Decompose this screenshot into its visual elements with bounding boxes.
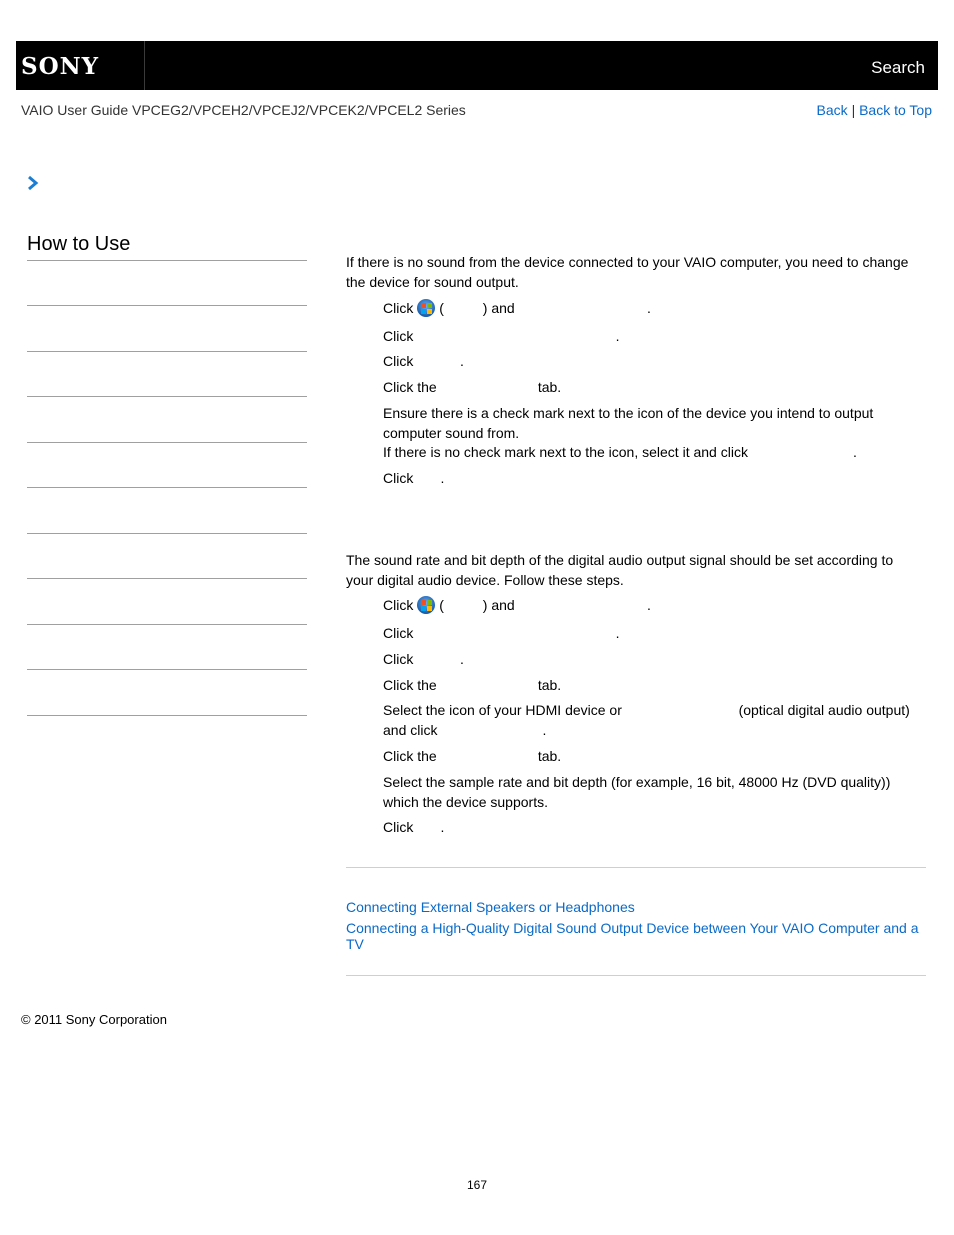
sidebar-divider [27, 624, 307, 625]
section1-step-1: Click ( ) and . [383, 300, 651, 316]
sidebar-divider [27, 669, 307, 670]
sidebar-divider [27, 715, 307, 716]
section1-step-4: Click the tab. [383, 379, 562, 395]
sidebar-divider [27, 305, 307, 306]
section2-step-8: Click . [383, 819, 445, 835]
sidebar-divider [27, 396, 307, 397]
section2-step-1: Click ( ) and . [383, 597, 651, 613]
logo-box [16, 41, 145, 90]
sidebar-divider [27, 578, 307, 579]
sidebar-divider [27, 533, 307, 534]
nav-links [817, 102, 932, 118]
related-link-speakers[interactable]: Connecting External Speakers or Headphones [346, 899, 635, 915]
related-link-digital-sound-device[interactable]: Connecting a High-Quality Digital Sound Output Device between Your VAIO Computer and a TV [346, 920, 919, 952]
section1-step-6: Click . [383, 470, 445, 486]
divider [346, 867, 926, 868]
back-to-top-link[interactable]: Back to Top [859, 102, 932, 118]
windows-start-icon [417, 596, 435, 614]
sidebar-divider [27, 260, 307, 261]
section2-step-2: Click . [383, 625, 620, 641]
section1-step-3: Click . [383, 353, 464, 369]
search-link[interactable]: Search [871, 58, 925, 77]
sidebar-divider [27, 351, 307, 352]
section2-step-3: Click . [383, 651, 464, 667]
section2-step-7: Select the sample rate and bit depth (for example, 16 bit, 48000 Hz (DVD quality)) which the device supports. [383, 774, 891, 810]
section1-step-5: Ensure there is a check mark next to the icon of the device you intend to output computer sound from. If there is no check mark next to the icon, select it and click . [383, 405, 874, 460]
page-number: 167 [467, 1178, 488, 1192]
sony-logo: SONY [21, 53, 100, 80]
section2-step-4: Click the tab. [383, 677, 562, 693]
section1-intro: If there is no sound from the device connected to your VAIO computer, you need to change the device for sound output. [346, 254, 909, 290]
chevron-right-icon[interactable] [26, 175, 40, 191]
section1-step-2: Click . [383, 328, 620, 344]
header-bar [16, 41, 938, 90]
sidebar-divider [27, 442, 307, 443]
divider [346, 975, 926, 976]
section2-step-5: Select the icon of your HDMI device or (optical digital audio output) and click . [383, 702, 910, 738]
back-link[interactable]: Back [816, 102, 848, 118]
section2-step-6: Click the tab. [383, 748, 562, 764]
copyright: © 2011 Sony Corporation [21, 1012, 167, 1027]
guide-title: VAIO User Guide VPCEG2/VPCEH2/VPCEJ2/VPCEK2/VPCEL2 Series [21, 102, 466, 118]
windows-start-icon [417, 299, 435, 317]
sidebar-divider [27, 487, 307, 488]
nav-separator: | [851, 102, 856, 118]
section2-intro: The sound rate and bit depth of the digital audio output signal should be set according to your digital audio device. Follow these steps. [346, 552, 894, 588]
sidebar-heading[interactable]: How to Use [27, 233, 131, 255]
